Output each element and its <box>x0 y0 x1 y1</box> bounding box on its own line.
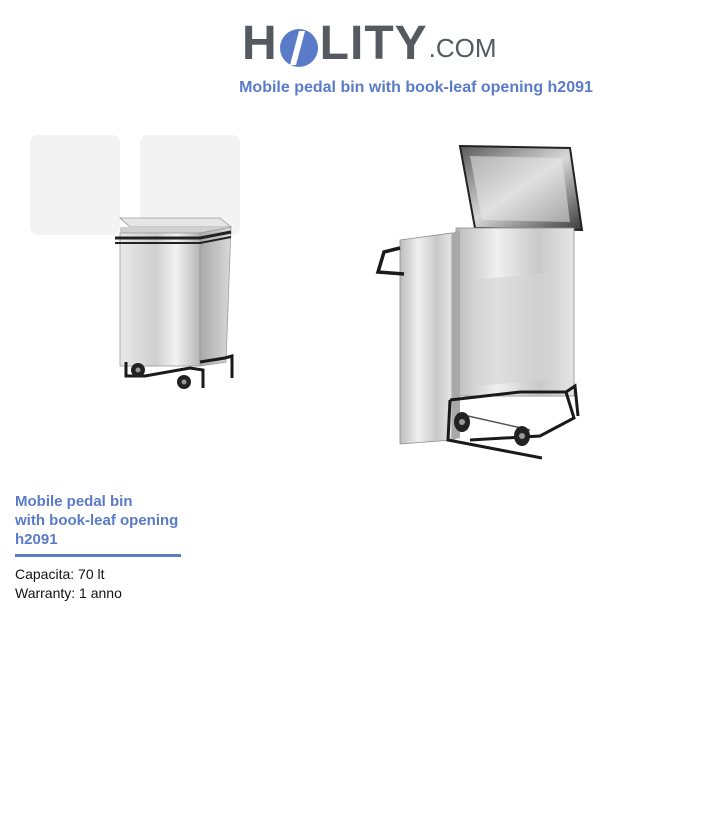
product-title-line: Mobile pedal bin <box>15 493 133 510</box>
product-specs <box>15 565 122 603</box>
holity-logo[interactable] <box>242 12 497 68</box>
logo-o-icon <box>279 28 319 68</box>
closed-pedal-bin-image <box>20 130 320 410</box>
title-divider <box>15 554 181 557</box>
logo-suffix: .COM <box>428 33 497 63</box>
product-title-line: with book-leaf opening <box>15 512 179 529</box>
page-title: Mobile pedal bin with book-leaf opening h2091 <box>239 79 593 96</box>
spec-capacity: Capacita: 70 lt <box>15 566 105 582</box>
product-title-line: h2091 <box>15 531 58 548</box>
logo-text-right: LITY <box>319 17 428 70</box>
product-title <box>15 492 205 549</box>
open-pedal-bin-image <box>370 140 590 460</box>
spec-warranty: Warranty: 1 anno <box>15 585 122 601</box>
logo-text-left: H <box>242 17 278 70</box>
